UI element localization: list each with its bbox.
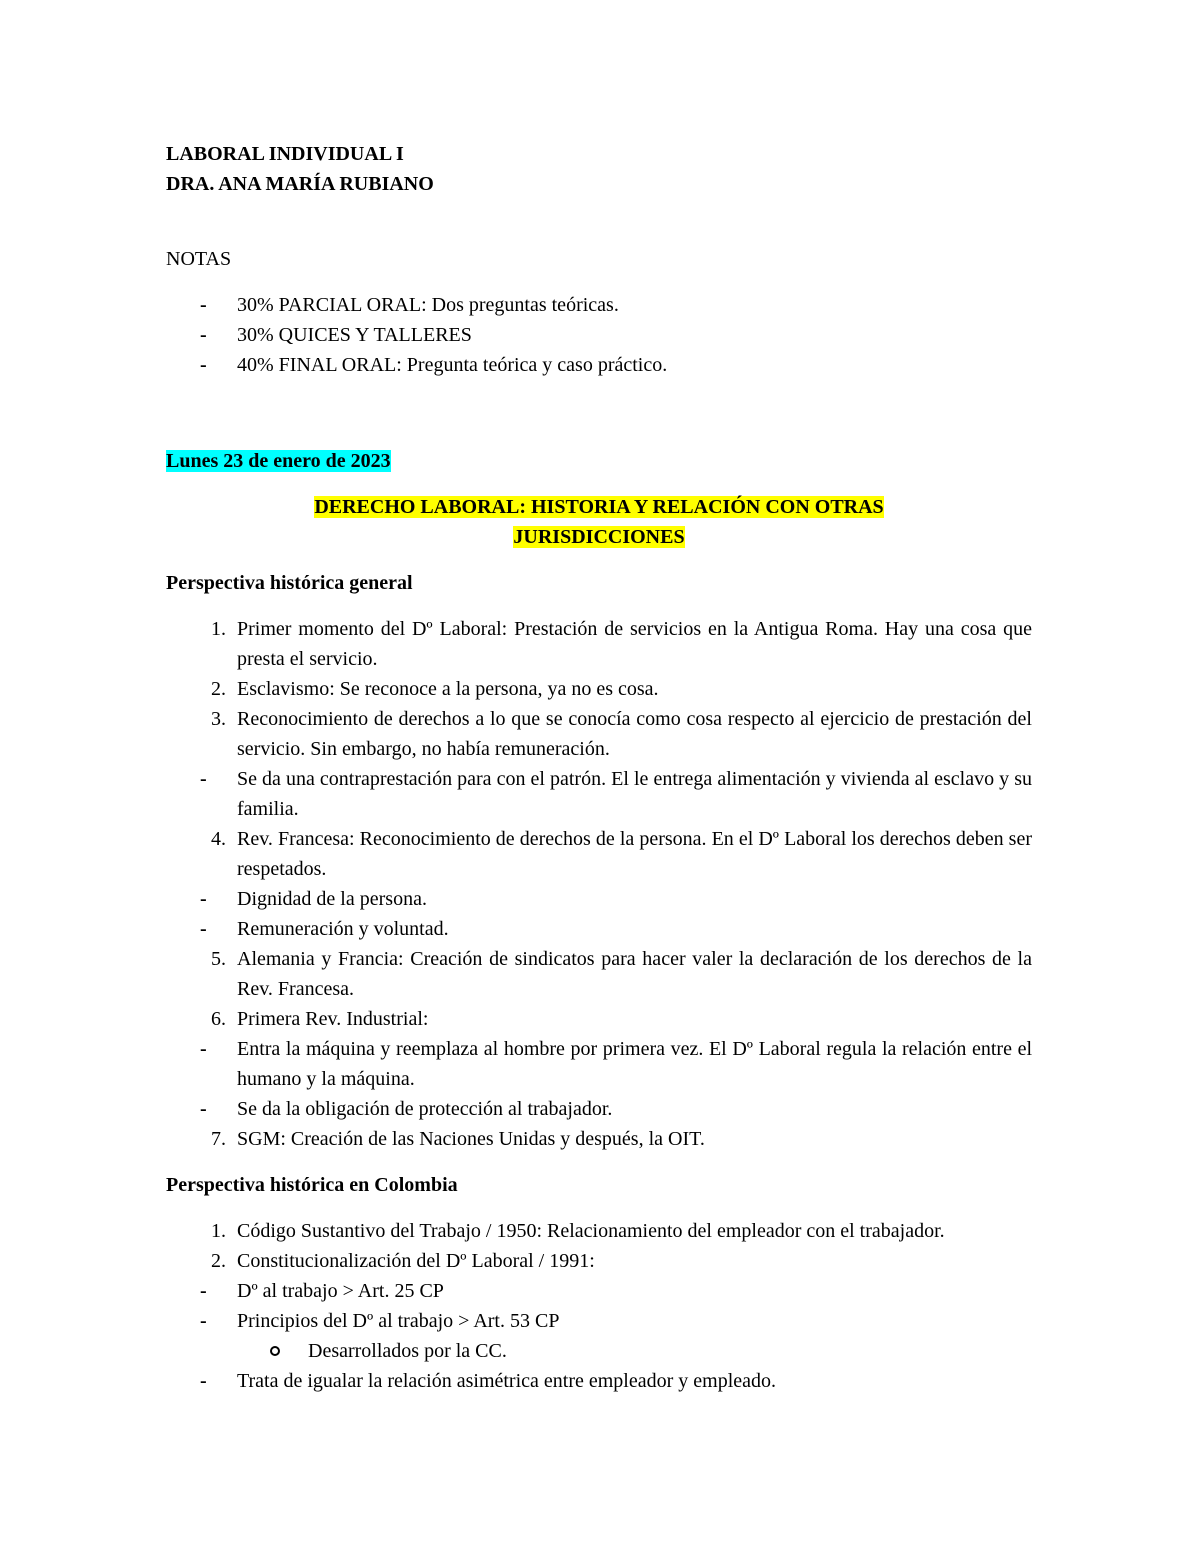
list-item: 4. Rev. Francesa: Reconocimiento de derechos de la persona. En el Dº Laboral los derechos deben ser respetados. [211, 828, 1032, 880]
list-item: - Entra la máquina y reemplaza al hombre por primera vez. El Dº Laboral regula la relación entre el humano y la máquina. [200, 1038, 1032, 1090]
list-item: 6. Primera Rev. Industrial: [211, 1008, 429, 1030]
dash-bullet: - [200, 324, 207, 346]
session-date-line [166, 446, 1032, 476]
session-title [166, 492, 1032, 552]
notas-label: NOTAS [166, 248, 232, 270]
session-date: Lunes 23 de enero de 2023 [166, 450, 391, 472]
list-item: 7. SGM: Creación de las Naciones Unidas y después, la OIT. [211, 1128, 705, 1150]
list-item: - Principios del Dº al trabajo > Art. 53 CP [200, 1310, 560, 1332]
session-title-line1: DERECHO LABORAL: HISTORIA Y RELACIÓN CON OTRAS [314, 496, 884, 518]
professor-name: DRA. ANA MARÍA RUBIANO [166, 173, 434, 195]
notas-item: - 40% FINAL ORAL: Pregunta teórica y caso práctico. [166, 350, 1032, 380]
notas-item: - 30% PARCIAL ORAL: Dos preguntas teóricas. [166, 290, 1032, 320]
section-heading-colombia: Perspectiva histórica en Colombia [166, 1174, 458, 1196]
list-item: - Se da una contraprestación para con el patrón. El le entrega alimentación y vivienda al esclavo y su familia. [200, 768, 1032, 820]
section-heading-general: Perspectiva histórica general [166, 572, 413, 594]
list-item: 1. Primer momento del Dº Laboral: Prestación de servicios en la Antigua Roma. Hay una cosa que presta el servicio. [211, 618, 1032, 670]
list-item: 2. Esclavismo: Se reconoce a la persona, ya no es cosa. [211, 678, 659, 700]
list-item: 2. Constitucionalización del Dº Laboral / 1991: [211, 1250, 595, 1272]
course-title: LABORAL INDIVIDUAL I [166, 143, 404, 165]
list-item: - Dignidad de la persona. [200, 888, 427, 910]
list-item: - Dº al trabajo > Art. 25 CP [200, 1280, 444, 1302]
notas-item: - 30% QUICES Y TALLERES [166, 320, 1032, 350]
document-content [166, 139, 1032, 1396]
list-item: 3. Reconocimiento de derechos a lo que se conocía como cosa respecto al ejercicio de prestación del servicio. Sin embargo, no había remuneración. [211, 708, 1032, 760]
notas-list [166, 290, 1032, 380]
list-item: - Se da la obligación de protección al trabajador. [200, 1098, 613, 1120]
list-item: 1. Código Sustantivo del Trabajo / 1950: Relacionamiento del empleador con el trabajador. [211, 1220, 945, 1242]
circle-bullet-icon [270, 1346, 280, 1356]
session-title-line2: JURISDICCIONES [513, 526, 685, 548]
sub-list-item: Desarrollados por la CC. [166, 1336, 1032, 1366]
historica-colombia-list [166, 1216, 1032, 1396]
dash-bullet: - [200, 354, 207, 376]
list-item: - Remuneración y voluntad. [200, 918, 449, 940]
dash-bullet: - [200, 294, 207, 316]
historica-general-list [166, 614, 1032, 1154]
list-item: - Trata de igualar la relación asimétrica entre empleador y empleado. [200, 1370, 777, 1392]
list-item: 5. Alemania y Francia: Creación de sindicatos para hacer valer la declaración de los derechos de la Rev. Francesa. [211, 948, 1032, 1000]
